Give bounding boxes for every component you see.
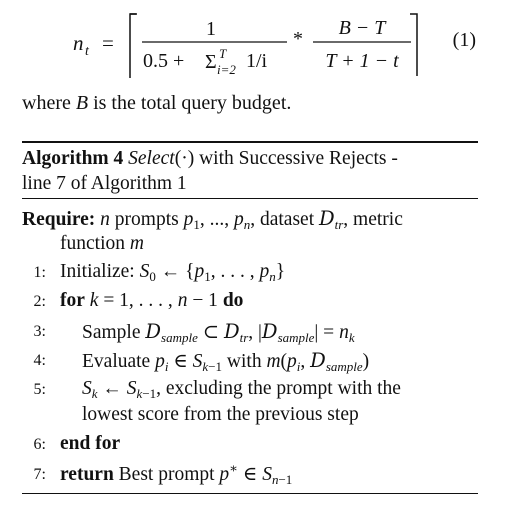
algorithm-title-fn: Select bbox=[128, 148, 175, 169]
algorithm-line-5: $S_k$ ← $S_{k-1}$, excluding the prompt with the bbox=[82, 378, 401, 401]
frac1-sum-upper: T bbox=[219, 46, 227, 61]
line-number-2: 2: bbox=[33, 293, 46, 310]
eq-equals: = bbox=[102, 31, 114, 55]
algorithm-line-1: Initialize: $S_0$ ← {$p_1$, . . . , $p_n$} bbox=[60, 261, 286, 284]
line-number-7: 7: bbox=[33, 466, 46, 483]
algorithm-top-rule bbox=[22, 141, 478, 143]
line-number-6: 6: bbox=[33, 436, 46, 453]
equation-1 bbox=[0, 0, 508, 90]
require-line-1: Require: n prompts $p_1$, ..., $p_n$, dataset $D_{tr}$, metric bbox=[22, 207, 403, 232]
line-number-1: 1: bbox=[33, 264, 46, 281]
eq-times: * bbox=[293, 28, 303, 50]
algorithm-line-7: return Best prompt p∗ ∈ $S_{n-1}$ bbox=[60, 460, 293, 487]
algorithm-caption: Algorithm 4 Select(·) with Successive Rejects - line 7 of Algorithm 1 bbox=[22, 148, 398, 194]
frac1-sum-lower: i=2 bbox=[217, 62, 236, 77]
frac2-denominator: T + 1 − t bbox=[325, 50, 399, 72]
algorithm-line-3: Sample $D_{sample}$ ⊂ $D_{tr}$, $|D_{sample}| = n_k$ bbox=[82, 320, 355, 345]
algorithm-bottom-rule bbox=[22, 493, 478, 494]
where-text: where B is the total query budget. bbox=[22, 92, 292, 114]
line-number-3: 3: bbox=[33, 323, 46, 340]
algorithm-label: Algorithm 4 bbox=[22, 148, 124, 169]
algorithm-caption-rule bbox=[22, 198, 478, 199]
frac1-sum-symbol: Σ bbox=[205, 51, 217, 73]
frac1-sum-body: 1/i bbox=[246, 50, 268, 72]
frac2-numerator: B − T bbox=[338, 17, 386, 39]
frac1-numerator: 1 bbox=[206, 18, 216, 40]
equation-number: (1) bbox=[452, 29, 476, 51]
left-bracket bbox=[130, 14, 136, 78]
algorithm-line-6: end for bbox=[60, 433, 121, 454]
right-bracket bbox=[410, 14, 417, 76]
algorithm-line-5-cont: lowest score from the previous step bbox=[82, 404, 359, 425]
eq-lhs: n bbox=[73, 31, 84, 55]
line-number-4: 4: bbox=[33, 352, 46, 369]
require-line-2: function m bbox=[60, 233, 144, 254]
frac1-denominator-const: 0.5 + bbox=[143, 50, 185, 72]
algorithm-title-line2: line 7 of Algorithm 1 bbox=[22, 173, 187, 194]
algorithm-title-rest: with Successive Rejects - bbox=[199, 148, 398, 169]
algorithm-line-2: for k = 1, . . . , n − 1 do bbox=[60, 290, 244, 311]
eq-lhs-sub: t bbox=[85, 44, 89, 59]
line-number-5: 5: bbox=[33, 381, 46, 398]
algorithm-line-4: Evaluate $p_i$ ∈ $S_{k-1}$ with $m(p_i$, $D_{sample}$) bbox=[82, 349, 370, 374]
